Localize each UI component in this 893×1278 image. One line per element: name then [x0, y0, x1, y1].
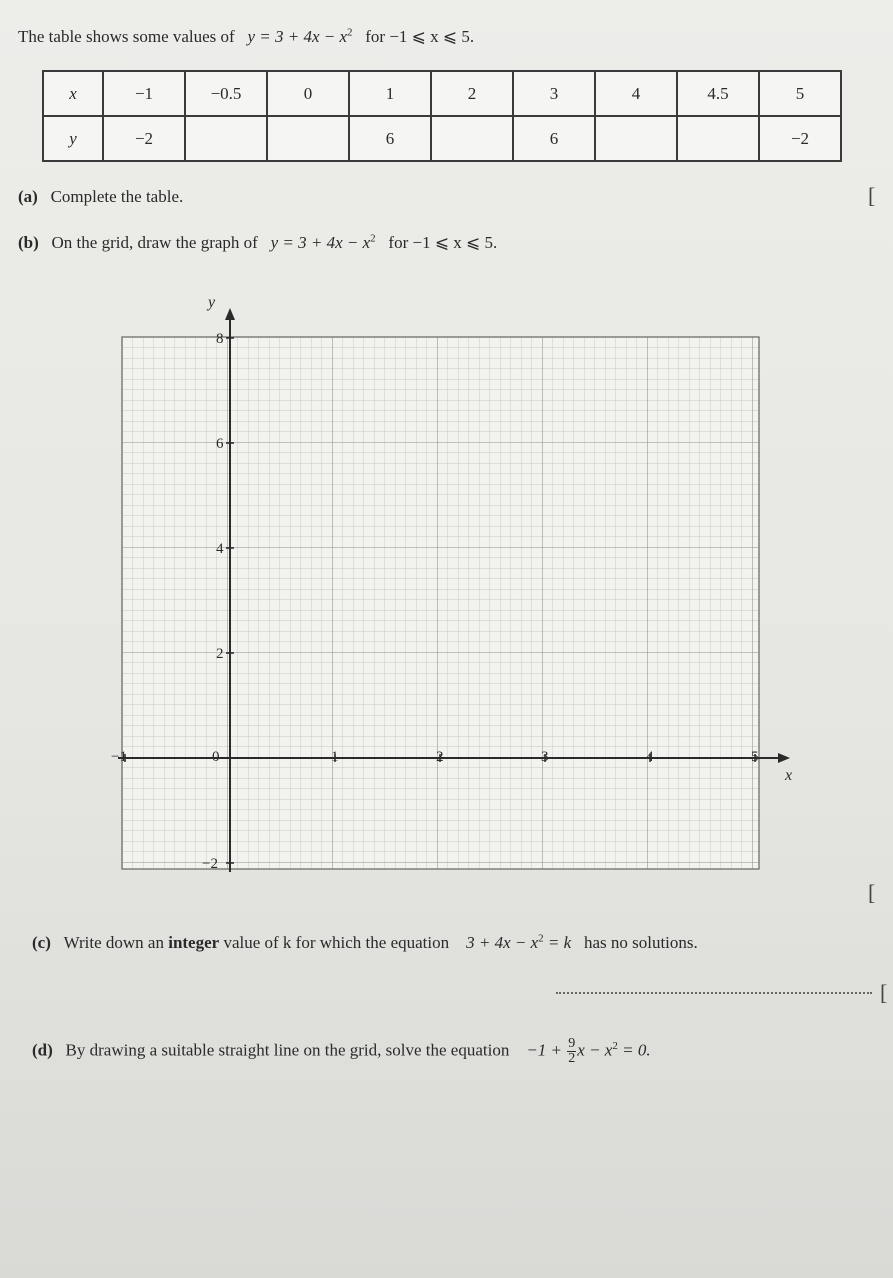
part-d-eq-end: = 0.: [622, 1040, 651, 1060]
answer-line[interactable]: [556, 992, 872, 994]
y-cell-blank[interactable]: [595, 116, 677, 161]
x-cell: −1: [103, 71, 185, 116]
part-b: [18, 233, 497, 253]
y-tick-label: 6: [216, 436, 224, 452]
intro-line: [18, 27, 474, 47]
part-d-eq-start: −1 +: [526, 1040, 563, 1060]
x-tick-label: 1: [331, 749, 339, 765]
x-cell: 4.5: [677, 71, 759, 116]
part-a-label: (a): [18, 187, 38, 206]
part-d: [32, 1037, 651, 1066]
x-tick-label: 0: [212, 749, 220, 765]
fraction-numerator: 9: [568, 1036, 576, 1051]
y-tick-label: 8: [216, 331, 224, 347]
part-c-text-after: value of k for which the equation: [223, 933, 450, 952]
x-cell: 2: [431, 71, 513, 116]
part-b-text: On the grid, draw the graph of: [51, 233, 258, 252]
part-b-equation: y = 3 + 4x − x: [270, 233, 371, 252]
y-axis-label: y: [208, 294, 216, 311]
part-c-exponent: 2: [538, 932, 544, 945]
part-c-equation-rhs: = k: [547, 933, 572, 952]
y-tick-label: 2: [216, 646, 224, 662]
x-cell: 5: [759, 71, 841, 116]
part-d-fraction: [567, 1037, 576, 1066]
fraction-denominator: 2: [568, 1051, 576, 1066]
x-tick-label: 4: [646, 749, 654, 765]
y-tick-label: −2: [202, 856, 218, 872]
y-row: [43, 116, 841, 161]
part-d-eq-mid: x − x: [577, 1040, 613, 1060]
intro-text: The table shows some values of: [18, 27, 235, 46]
graph-grid[interactable]: [0, 280, 893, 900]
y-cell-blank[interactable]: [185, 116, 267, 161]
y-cell: 6: [349, 116, 431, 161]
x-row: [43, 71, 841, 116]
x-tick-label: 3: [541, 749, 549, 765]
part-d-text: By drawing a suitable straight line on the grid, solve the equation: [65, 1040, 510, 1060]
intro-exponent: 2: [347, 26, 353, 39]
part-c-text-end: has no solutions.: [583, 933, 698, 952]
x-cell: 3: [513, 71, 595, 116]
y-cell-blank[interactable]: [677, 116, 759, 161]
y-tick-label: 4: [216, 541, 224, 557]
part-b-exponent: 2: [370, 232, 376, 245]
part-b-label: (b): [18, 233, 39, 252]
intro-equation: y = 3 + 4x − x: [247, 27, 348, 46]
x-tick-label: 2: [436, 749, 444, 765]
part-a: [18, 187, 183, 207]
x-cell: 0: [267, 71, 349, 116]
y-axis-arrow: [225, 308, 235, 320]
part-c-equation: 3 + 4x − x: [466, 933, 539, 952]
mark-bracket: [: [868, 880, 876, 905]
part-b-range: for −1 ⩽ x ⩽ 5.: [388, 233, 498, 252]
x-cell: 4: [595, 71, 677, 116]
x-axis-arrow: [778, 753, 790, 763]
y-cell-blank[interactable]: [431, 116, 513, 161]
values-table: [42, 70, 842, 162]
x-cell: −0.5: [185, 71, 267, 116]
part-c-bold-word: integer: [168, 933, 220, 952]
part-d-exponent: 2: [612, 1039, 618, 1052]
grid-major-lines: [122, 337, 759, 869]
x-tick-label: −1: [111, 749, 127, 765]
mark-bracket: [: [880, 980, 888, 1005]
part-c-label: (c): [32, 933, 51, 952]
y-cell: −2: [759, 116, 841, 161]
part-c: [32, 933, 698, 953]
y-cell: −2: [103, 116, 185, 161]
intro-range: for −1 ⩽ x ⩽ 5.: [365, 27, 475, 46]
x-header: x: [43, 71, 103, 116]
mark-bracket: [: [868, 183, 876, 208]
y-cell-blank[interactable]: [267, 116, 349, 161]
part-c-text-before: Write down an: [63, 933, 164, 952]
y-header: y: [43, 116, 103, 161]
part-d-label: (d): [32, 1040, 53, 1060]
x-cell: 1: [349, 71, 431, 116]
x-axis-label: x: [785, 767, 793, 784]
part-a-text: Complete the table.: [50, 187, 184, 206]
x-tick-label: 5: [751, 749, 759, 765]
y-cell: 6: [513, 116, 595, 161]
